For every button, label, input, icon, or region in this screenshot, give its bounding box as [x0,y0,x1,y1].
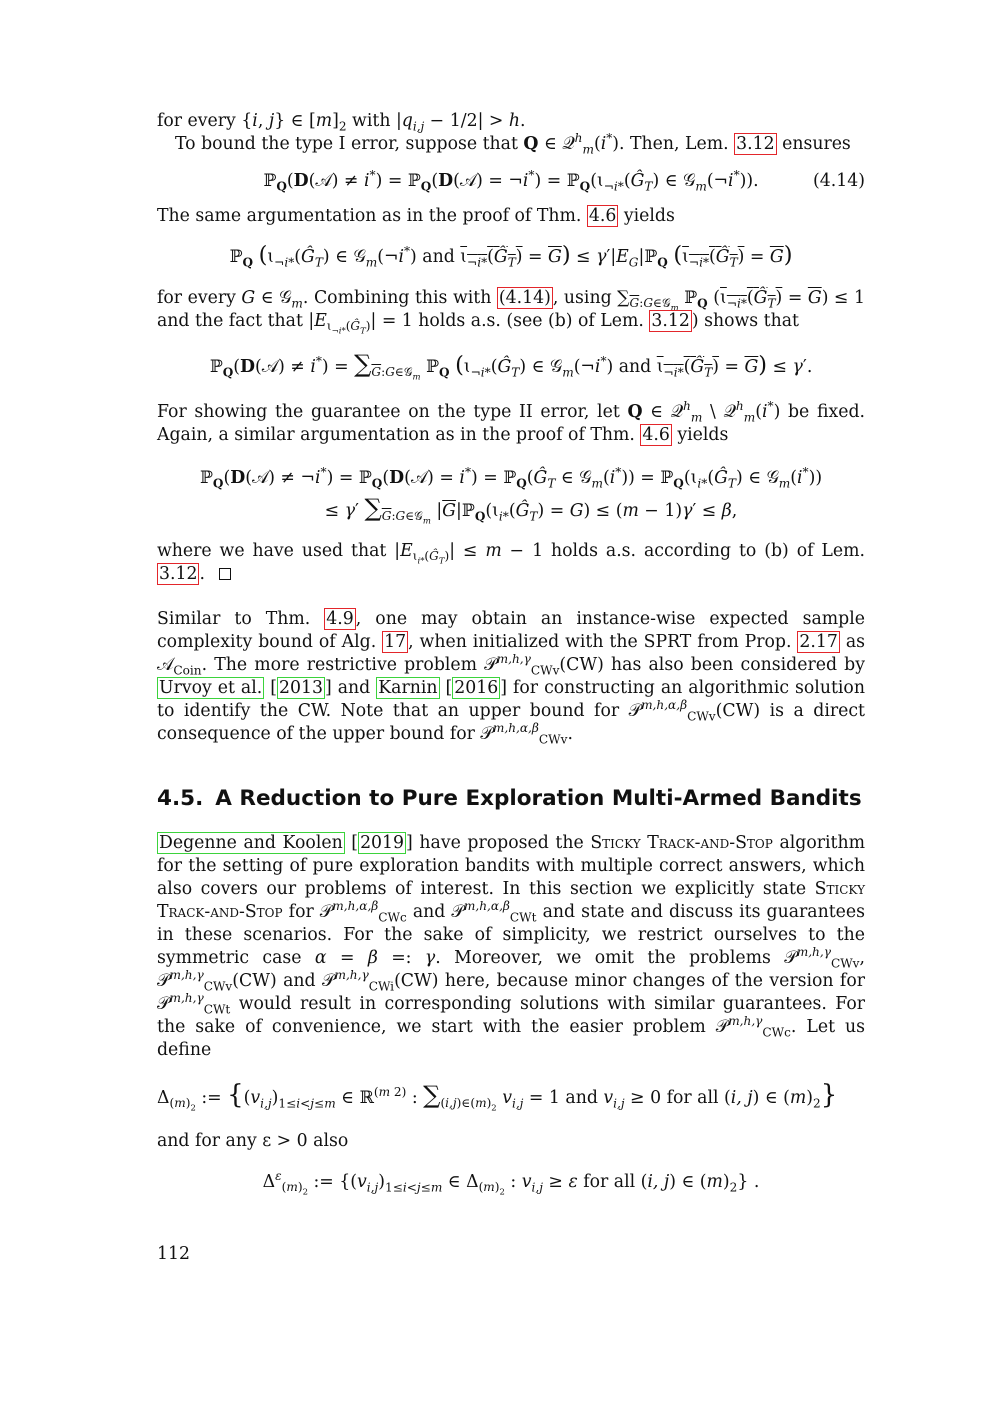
lemma-link[interactable]: 3.12 [736,134,775,154]
algorithm-name: Sticky Track-and-Stop [157,879,865,922]
paragraph-text: , one may obtain an instance-wise expected sample complexity bound of Alg. [157,609,865,652]
citation-degenne-year[interactable]: 2019 [360,833,405,853]
paragraph-text: . [199,564,205,584]
citation-karnin[interactable]: Karnin [378,678,438,698]
algorithm-name: Sticky Track-and-Stop [590,833,773,853]
paragraph-type2: For showing the guarantee on the type II error, let Q ∈ 𝒬$^h_m$ \ 𝒬$^h_m$(i*) be fixed. Again, a similar argumentation as in the proof of Thm. 4.6 yields [157,399,865,445]
proposition-link[interactable]: 2.17 [799,632,838,652]
qed-symbol [219,568,231,580]
paragraph-text: and [337,678,371,698]
lemma-link[interactable]: 3.12 [159,564,198,584]
theorem-link[interactable]: 4.6 [642,425,670,445]
paragraph-text: yields [623,206,675,226]
section-number: 4.5. [157,786,204,811]
paragraph-where: where we have used that $|E_{ɩ_{i*}(Ĝ_T)}| \le m - 1$ holds a.s. according to (b) of Lem. 3.12 . [157,541,866,584]
equation-number: (4.14) [813,171,865,191]
section-title: A Reduction to Pure Exploration Multi-Armed Bandits [215,786,862,811]
paragraph-text: The same argumentation as in the proof of Thm. [157,206,582,226]
equation-type1-sum: ℙ$_Q$(D(𝒜) ≠ $i^*) = \sum_{\overline{G}:G\in 𝒢_m}$ ℙ$_Q$ ($ɩ_{\neg i*}(Ĝ_T)$ ∈ 𝒢$_m$(¬i*) and $ɩ_{\neg i*}(Ĝ_T) = \overline{G}) \le \gamma'$. [209,350,813,382]
equation-line-2: ≤ γ′ $\sum_{\overline{G}:G\in 𝒢_m}$ $|\overline{G}|ℙ_Q(ɩ_{i*}(Ĝ_T) = G) \le (m - 1)\gamma' \le \beta$, [324,494,738,526]
citation-urvoy-year[interactable]: 2013 [279,678,323,698]
algorithm-link[interactable]: 17 [384,632,407,652]
theorem-link[interactable]: 4.9 [326,609,354,629]
theorem-link[interactable]: 4.6 [588,206,617,226]
citation-degenne[interactable]: Degenne and Koolen [159,833,343,853]
paragraph-text: yields [677,425,729,445]
equation-body: ℙ$_Q$(D(𝒜) ≠ i*) = ℙ$_Q$(D(𝒜) = ¬i*) = $ℙ_Q(ɩ_{\neg i*}(Ĝ_T)$ ∈ 𝒢$_m$(¬i*)). [263,168,759,194]
paragraph-text: ) shows that [691,311,799,331]
paragraph-combining: for every G ∈ 𝒢$_m$. Combining this with (4.14) , using $\sum_{\overline{G}:G\in 𝒢_m}$ ℙ$_Q$ $(ɩ_{\neg i*}(Ĝ_T) = \overline{G}) \le 1$ and the fact that $|E_{ɩ_{\neg i*}(Ĝ_T)}| = 1$ holds a.s. (see (b) of Lem. 3.12 ) shows that [157,288,865,336]
lemma-link[interactable]: 3.12 [651,311,690,331]
paragraph-text: , when initialized with the SPRT from Prop. [408,632,792,652]
paragraph-text: Similar to Thm. [157,609,311,629]
equation-type2 [157,463,865,526]
equation-simplex-eps: $\Delta^\varepsilon_{(m)_2}$ := {$(v_{i,j})_{1\le i<j\le m}$ ∈ $\Delta_{(m)_2}$ : $v_{i,j} \ge \varepsilon$ for all (i, j) ∈ $(m)_2$} . [262,1169,760,1197]
equation-simplex: $\Delta_{(m)_2}$ := {$(v_{i,j})_{1\le i<j\le m}$ ∈ ℝ$^{(m 2)}$ : $\sum_{(i,j)\in(m)_2}$ $v_{i,j} = 1$ and $v_{i,j} \ge 0$ for all (i, j) ∈ $(m)_2$} [157,1080,838,1113]
equation-bound: ℙ$_Q$ ($ɩ_{\neg i*}(Ĝ_T)$ ∈ 𝒢$_m$(¬i*) and $ɩ_{\neg i*}(Ĝ_T) = \overline{G}$) ≤ $\gamma'|E_G|ℙ_Q$ $(ɩ_{\neg i*}(Ĝ_T) = \overline{G})$ [229,242,793,270]
equation-line-1: ℙ$_Q$(D(𝒜) ≠ ¬i*) = ℙ$_Q$(D(𝒜) = $i^*) = ℙ_Q(Ĝ_T$ ∈ 𝒢$_m$(i*)) = $ℙ_Q(ɩ_{i*}(Ĝ_T)$ ∈ 𝒢$_m$(i*)) [199,465,823,491]
paragraph-similar: Similar to Thm. 4.9 , one may obtain an instance-wise expected sample complexity bound of Alg. 17 , when initialized with the SPRT from Prop. 2.17 as 𝒜$_{Coin}$. The more restrictive problem 𝒫$^{m,h,\gamma}_{CWv}$(CW) has also been considered by Urvoy et al. [ 2013 ] and Karnin [ 2016 ] for constructing an algorithmic solution to identify the CW. Note that an upper bound for 𝒫$^{m,h,\alpha,\beta}_{CWv}$(CW) is a direct consequence of the upper bound for 𝒫$^{m,h,\alpha,\beta}_{CWv}$. [157,609,866,747]
paragraph-epsilon: and for any ε > 0 also [157,1131,349,1151]
paragraph-degenne: Degenne and Koolen [ 2019 ] have proposed the Sticky Track-and-Stop algorithm for the setting of pure exploration bandits with multiple correct answers, which also covers our problems of interest. In this section we explicitly state Sticky Track-and-Stop for 𝒫$^{m,h,\alpha,\beta}_{CWc}$ and 𝒫$^{m,h,\alpha,\beta}_{CWt}$ and state and discuss its guarantees in these scenarios. For the sake of simplicity, we restrict ourselves to the symmetric case α = β =: γ. Moreover, we omit the problems 𝒫$^{m,h,\gamma}_{CWv}$, 𝒫$^{m,h,\gamma}_{CWv}$(CW) and 𝒫$^{m,h,\gamma}_{CWi}$(CW) here, because minor changes of the version for 𝒫$^{m,h,\gamma}_{CWt}$ would result in corresponding solutions with similar guarantees. For the sake of convenience, we start with the easier problem 𝒫$^{m,h,\gamma}_{CWc}$. Let us define [157,833,865,1060]
equation-4-14 [157,170,865,193]
citation-urvoy[interactable]: Urvoy et al. [159,678,263,698]
citation-karnin-year[interactable]: 2016 [454,678,499,698]
page-number: 112 [157,1244,190,1264]
equation-link[interactable]: (4.14) [498,288,551,308]
paragraph-text: have proposed the [419,833,584,853]
paragraph-text: ensures [782,134,851,154]
paragraph-type1: To bound the type I error, suppose that Q ∈ 𝒬$^h_m$(i*). Then, Lem. 3.12 ensures [175,131,851,157]
page-body [157,110,865,1212]
section-heading [157,786,865,812]
paragraph-intro: for every {i, j} ∈ $[m]_2$ with $|q_{i,j} - 1/2| > h$. [157,111,526,134]
paragraph-same-argumentation [157,205,865,228]
